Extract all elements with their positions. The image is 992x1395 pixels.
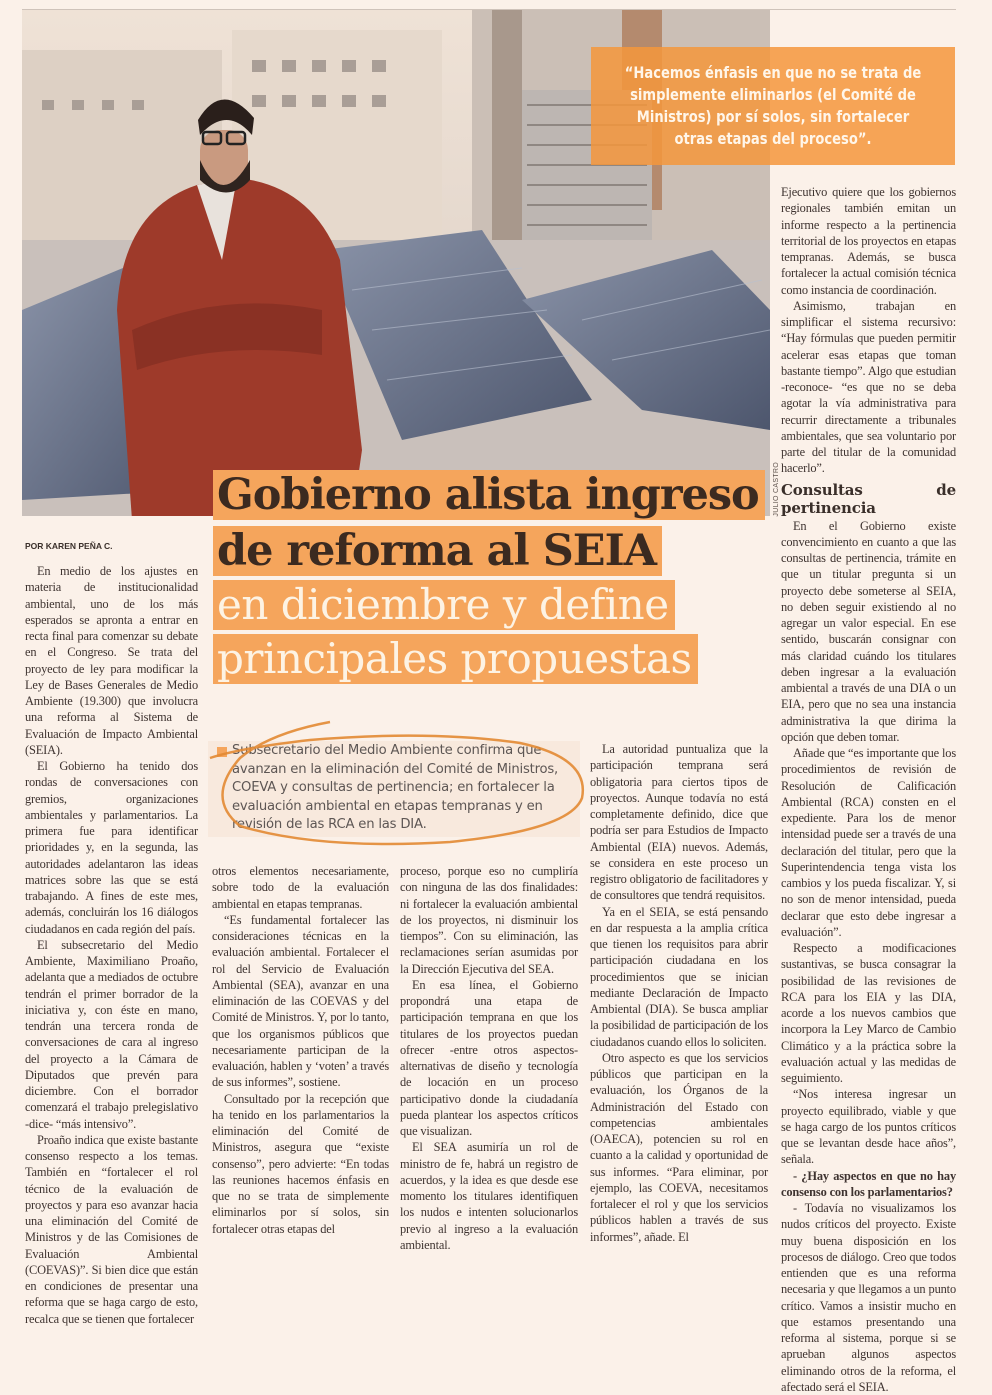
body-paragraph: Asimismo, trabajan en simplificar el sistema recursivo: “Hay fórmulas que pueden permitir acelerar esas etapas que toman bastante tiempo”. Algo que estudian -reconoce- “es que no se deba agotar la vía administrativa para recurrir directamente a tribunales ambientales, que sea voluntario por parte del titular de la comunidad hacerlo”. — [781, 298, 956, 476]
body-paragraph: Proaño indica que existe bastante consenso respecto a los temas. También en “fortalecer el rol técnico de la evaluación de proyectos y para eso avanzar hacia una eliminación del Comité de Ministros y de las Comisiones de Evaluación Ambiental (COEVAS)”. Si bien dice que están en condiciones de presentar una reforma que se haga cargo de esto, recalca que se tienen que fortalecer — [25, 1132, 198, 1326]
body-paragraph: Respecto a modificaciones sustantivas, se busca consagrar la posibilidad de las revisiones de RCA para los EIA y las DIA, acorde a los nuevos cambios que incorpora la Ley Marco de Cambio Climático y a la práctica sobre la evaluación actual y las medidas de seguimiento. — [781, 941, 956, 1085]
article-column-4 — [590, 741, 768, 1245]
article-column-2 — [212, 863, 389, 1237]
body-paragraph: “Es fundamental fortalecer las consideraciones técnicas en la evaluación ambiental. Fortalecer el rol del Servicio de Evaluación Ambiental (SEA), avanzar en una eliminación de las COEVAS y del Comité de Ministros. Y, por lo tanto, que los organismos públicos que necesariamente participan de la evaluación, hablen y ‘voten’ a través de sus informes”, sostiene. — [212, 912, 389, 1090]
headline-line-3: en diciembre y define — [213, 580, 675, 630]
body-paragraph: proceso, porque eso no cumpliría con ninguna de las dos finalidades: ni fortalecer la evaluación ambiental de los proyectos, ni disminuir los tiempos”. Con su eliminación, las reclamaciones serían asumidas por la Dirección Ejecutiva del SEA. — [400, 864, 578, 976]
headline-line-4: principales propuestas — [213, 634, 698, 684]
body-paragraph: - Todavía no visualizamos los nudos críticos del proyecto. Existe muy buena disposición en los procesos de diálogo. Creo que todos entienden que es una reforma necesaria y que llegamos a un punto crítico. Vamos a insistir mucho en que estamos presentando una reforma al sistema, porque si se aprueban algunos aspectos eliminando otros de la reforma, el afectado será el SEIA. — [781, 1201, 956, 1394]
square-bullet-icon — [217, 747, 227, 757]
article-column-1 — [25, 563, 198, 1327]
article-column-3 — [400, 863, 578, 1253]
photo-credit: JULIO CASTRO — [773, 462, 780, 517]
body-paragraph: En el Gobierno existe convencimiento en cuanto a que las consultas de pertinencia, trámite en que un titular pregunta si un proyecto debe someterse al SEIA, no deben seguir existiendo al no agregar un valor especial. En ese sentido, buscarán consignar con más claridad cuándo los titulares deben ingresar a la evaluación ambiental a través de una DIA o un EIA, pero que no sea una instancia administrativa la que dirima la opción que deben tomar. — [781, 518, 956, 744]
body-paragraph: El SEA asumiría un rol de ministro de fe, habrá un registro de acuerdos, y la idea es que desde ese momento los titulares identifiquen los nudos e intenten solucionarlos previo al ingreso a la evaluación ambiental. — [400, 1140, 578, 1252]
body-paragraph: En esa línea, el Gobierno propondrá una etapa de participación temprana en que los titulares de los proyectos puedan ofrecer -entre otros aspectos- alternativas de diseño y tecnología de locación en un proceso participativo donde la ciudadanía pueda plantear los aspectos críticos que visualizan. — [400, 977, 578, 1138]
byline: POR KAREN PEÑA C. — [25, 541, 113, 551]
interview-question: - ¿Hay aspectos en que no hay consenso con los parlamentarios? — [781, 1168, 956, 1199]
pull-quote-text: “Hacemos énfasis en que no se trata de simplemente eliminarlos (el Comité de Ministros) por sí solos, sin fortalecer otras etapas del proceso”. — [624, 63, 922, 148]
body-paragraph: “Nos interesa ingresar un proyecto equilibrado, viable y que se haga cargo de los puntos críticos que se levantan desde hace años”, señala. — [781, 1087, 956, 1167]
body-paragraph: Ejecutivo quiere que los gobiernos regionales también emitan un informe respecto a la pertinencia territorial de los proyectos en etapas tempranas. Además, se busca fortalecer la actual comisión técnica como instancia de coordinación. — [781, 185, 956, 297]
article-column-5 — [781, 184, 956, 1395]
body-paragraph: Añade que “es importante que los procedimientos de revisión de Resolución de Calificación Ambiental (RCA) consten en el expediente. Para los de menor intensidad puede ser a través de una declaración del titular, pero que la Superintendencia tenga vista los cambios y los pueda fiscalizar. Y, si no son de menor intensidad, pueda declarar que esto debe ingresar a evaluación”. — [781, 746, 956, 939]
body-paragraph: Ya en el SEIA, se está pensando en dar respuesta a la amplia crítica que tienen los requisitos para abrir participación ciudadana en los procedimientos que se inician mediante Declaración de Impacto Ambiental (DIA). Se busca ampliar la posibilidad de participación de los ciudadanos cuando ellos lo soliciten. — [590, 904, 768, 1049]
body-paragraph: El Gobierno ha tenido dos rondas de conversaciones con gremios, organizaciones ambientales y parlamentarios. La primera fue para identificar prioridades y, en la segunda, las autoridades adelantaron las ideas matrices sobre las que se está trabajando. A fines de este mes, además, concluirán los 16 diálogos ciudadanos en cada región del país. — [25, 759, 198, 936]
section-subheading: Consultas de pertinencia — [781, 480, 956, 517]
lead-summary-box — [208, 741, 580, 837]
lead-summary-text: Subsecretario del Medio Ambiente confirma que avanzan en la eliminación del Comité de Ministros, COEVA y consultas de pertinencia; en fortalecer la evaluación ambiental en etapas tempranas y en revisión de las RCA en las DIA. — [232, 743, 559, 832]
body-paragraph: La autoridad puntualiza que la participación temprana será obligatoria para ciertos tipos de proyectos. Aunque todavía no está completamente definido, dice que podría ser para Estudios de Impacto Ambiental (EIA) nuevos. Además, se considera en este proceso un registro obligatorio de facilitadores y de consultores que tendrá requisitos. — [590, 742, 768, 903]
body-paragraph: Consultado por la recepción que ha tenido en los parlamentarios la eliminación del Comité de Ministros, asegura que “existe consenso”, pero advierte: “En todas las reuniones hacemos énfasis en que no se trata de simplemente eliminarlos por sí solos, sin fortalecer otras etapas del — [212, 1091, 389, 1236]
headline-line-1: Gobierno alista ingreso — [213, 470, 765, 520]
headline-line-2: de reforma al SEIA — [213, 526, 662, 576]
pull-quote-box — [591, 47, 955, 165]
body-paragraph: El subsecretario del Medio Ambiente, Maximiliano Proaño, adelanta que a mediados de octubre tendrán el primer borrador de la iniciativa y, con éste en mano, tendrán una tercera ronda de conversaciones de cara al ingreso del proyecto a la Cámara de Diputados que prevén para diciembre. Con el borrador comenzará el trabajo prelegislativo -dice- “más intensivo”. — [25, 937, 198, 1131]
body-paragraph: Otro aspecto es que los servicios públicos que participan en la evaluación, los Órganos de la Administración del Estado con competencias ambientales (OAECA), potencien su rol en cuanto a la calidad y oportunidad de sus informes. “Para eliminar, por ejemplo, las COEVA, necesitamos fortalecer el rol y que los servicios públicos hablen a través de sus informes”, añade. El — [590, 1050, 768, 1244]
body-paragraph: otros elementos necesariamente, sobre todo de la evaluación ambiental en etapas tempranas. — [212, 864, 389, 911]
body-paragraph: En medio de los ajustes en materia de institucionalidad ambiental, uno de los más esperados se apronta a entrar en recta final para comenzar su debate en el Congreso. Se trata del proyecto de ley para modificar la Ley de Bases Generales de Medio Ambiente (19.300) que involucra una reforma al Sistema de Evaluación de Impacto Ambiental (SEIA). — [25, 564, 198, 757]
